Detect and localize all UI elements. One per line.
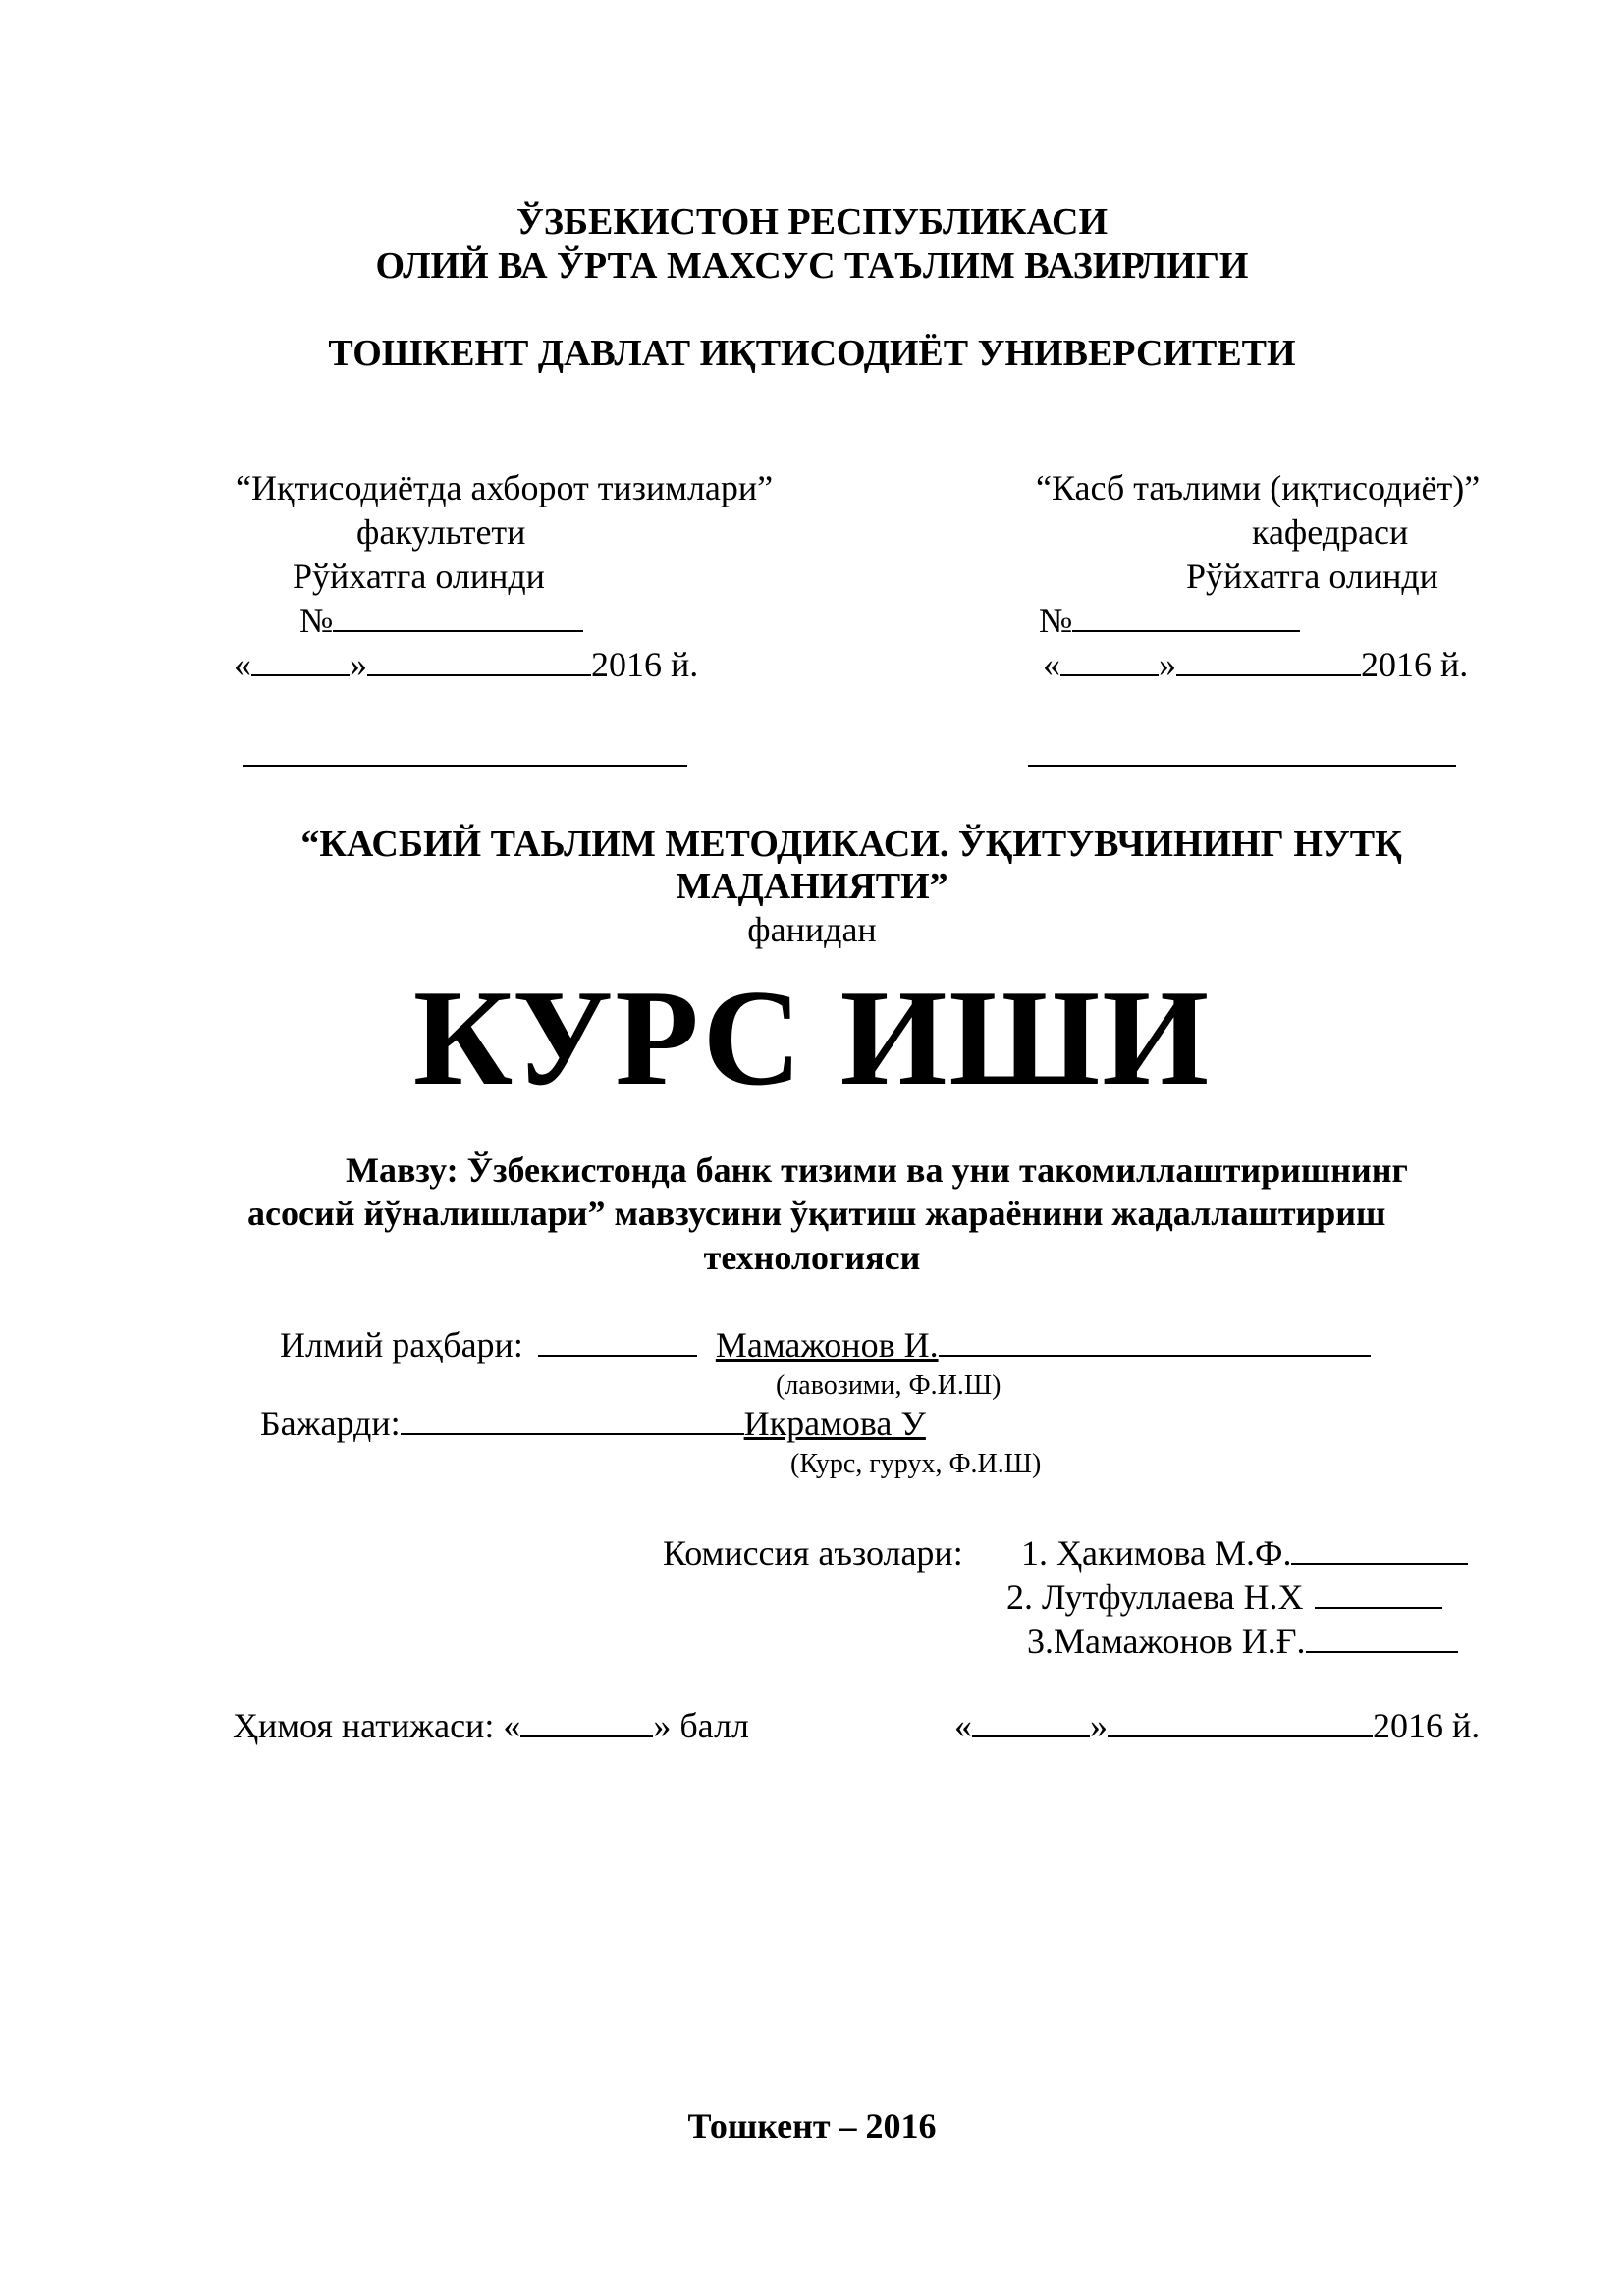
topic-line2: асосий йўналишлари” мавзусини ўқитиш жараёнини жадаллаштириш: [247, 1194, 1386, 1233]
defense-date-day-blank: [972, 1706, 1090, 1737]
defense-score-suffix: » балл: [653, 1706, 749, 1745]
left-signature-line: [243, 765, 687, 767]
right-date-year: 2016 й.: [1361, 645, 1469, 684]
defense-date-year: 2016 й.: [1373, 1706, 1481, 1745]
performer-label: Бажарди:: [260, 1404, 401, 1443]
left-faculty-unit: факультети: [356, 512, 526, 552]
commission-member-3-name: 3.Мамажонов И.Ғ.: [1027, 1622, 1306, 1661]
left-faculty-name: “Иқтисодиётда ахборот тизимлари”: [236, 468, 774, 507]
left-registered: Рўйхатга олинди: [293, 557, 545, 596]
header-university: ТОШКЕНТ ДАВЛАТ ИҚТИСОДИЁТ УНИВЕРСИТЕТИ: [328, 333, 1296, 374]
defense-date: [954, 1704, 1480, 1747]
right-signature-line: [1028, 765, 1456, 767]
defense-date-close: »: [1090, 1706, 1108, 1745]
left-number-blank: [333, 601, 583, 632]
defense-label: Ҳимоя натижаси: «: [233, 1706, 521, 1745]
topic-line3: технологияси: [703, 1238, 921, 1277]
supervisor-blank: [538, 1325, 697, 1357]
defense-score-blank: [520, 1706, 653, 1737]
subject-suffix: фанидан: [747, 910, 877, 949]
performer-row: [260, 1402, 926, 1445]
right-date: [1043, 643, 1468, 686]
left-date-year: 2016 й.: [591, 645, 699, 684]
subject-line1: “КАСБИЙ ТАЬЛИМ МЕТОДИКАСИ. ЎҚИТУВЧИНИНГ НУТҚ: [300, 824, 1402, 865]
header-republic: ЎЗБЕКИСТОН РЕСПУБЛИКАСИ: [515, 201, 1109, 242]
right-date-day-blank: [1060, 645, 1159, 676]
defense-result: [233, 1704, 749, 1747]
right-date-open: «: [1043, 645, 1060, 684]
left-date-open: «: [234, 645, 251, 684]
right-registered: Рўйхатга олинди: [1186, 557, 1438, 596]
left-number: [299, 599, 583, 642]
performer-name: Икрамова У: [743, 1404, 926, 1443]
supervisor-caption: (лавозими, Ф.И.Ш): [776, 1370, 1001, 1401]
commission-member-3-blank: [1306, 1622, 1458, 1653]
commission-member-1: [1021, 1531, 1468, 1575]
supervisor-tail-blank: [939, 1325, 1371, 1357]
right-number: [1039, 599, 1300, 642]
commission-member-2-blank: [1315, 1577, 1442, 1609]
header-ministry: ОЛИЙ ВА ЎРТА МАХСУС ТАЪЛИМ ВАЗИРЛИГИ: [375, 245, 1249, 287]
footer-city-year: Тошкент – 2016: [687, 2107, 937, 2146]
right-department-name: “Касб таълими (иқтисодиёт)”: [1036, 468, 1481, 507]
supervisor-name: Мамажонов И.: [715, 1325, 939, 1364]
performer-blank: [401, 1404, 744, 1435]
right-number-blank: [1072, 601, 1300, 632]
defense-date-open: «: [954, 1706, 972, 1745]
commission-member-2-name: 2. Лутфуллаева Н.Х: [1006, 1577, 1304, 1617]
topic-line1: Мавзу: Ўзбекистонда банк тизими ва уни такомиллаштиришнинг: [346, 1150, 1408, 1190]
supervisor-row: [280, 1323, 1371, 1366]
left-number-prefix: №: [299, 601, 334, 640]
left-date: [234, 643, 698, 686]
right-date-month-blank: [1176, 645, 1361, 676]
left-date-day-blank: [251, 645, 350, 676]
supervisor-label: Илмий раҳбари:: [280, 1325, 523, 1364]
right-department-unit: кафедраси: [1252, 512, 1409, 552]
commission-member-2: [1006, 1575, 1442, 1619]
right-date-close: »: [1159, 645, 1176, 684]
commission-label: Комиссия аъзолари:: [663, 1533, 963, 1573]
commission-member-3: [1027, 1620, 1458, 1663]
document-title: КУРС ИШИ: [412, 962, 1212, 1114]
right-number-prefix: №: [1039, 601, 1073, 640]
left-date-close: »: [350, 645, 367, 684]
left-date-month-blank: [367, 645, 591, 676]
commission-member-1-blank: [1291, 1533, 1468, 1565]
commission-member-1-name: 1. Ҳакимова М.Ф.: [1021, 1533, 1292, 1573]
subject-line2: МАДАНИЯТИ”: [676, 866, 948, 907]
performer-caption: (Курс, гурух, Ф.И.Ш): [790, 1449, 1042, 1479]
defense-date-month-blank: [1108, 1706, 1373, 1737]
